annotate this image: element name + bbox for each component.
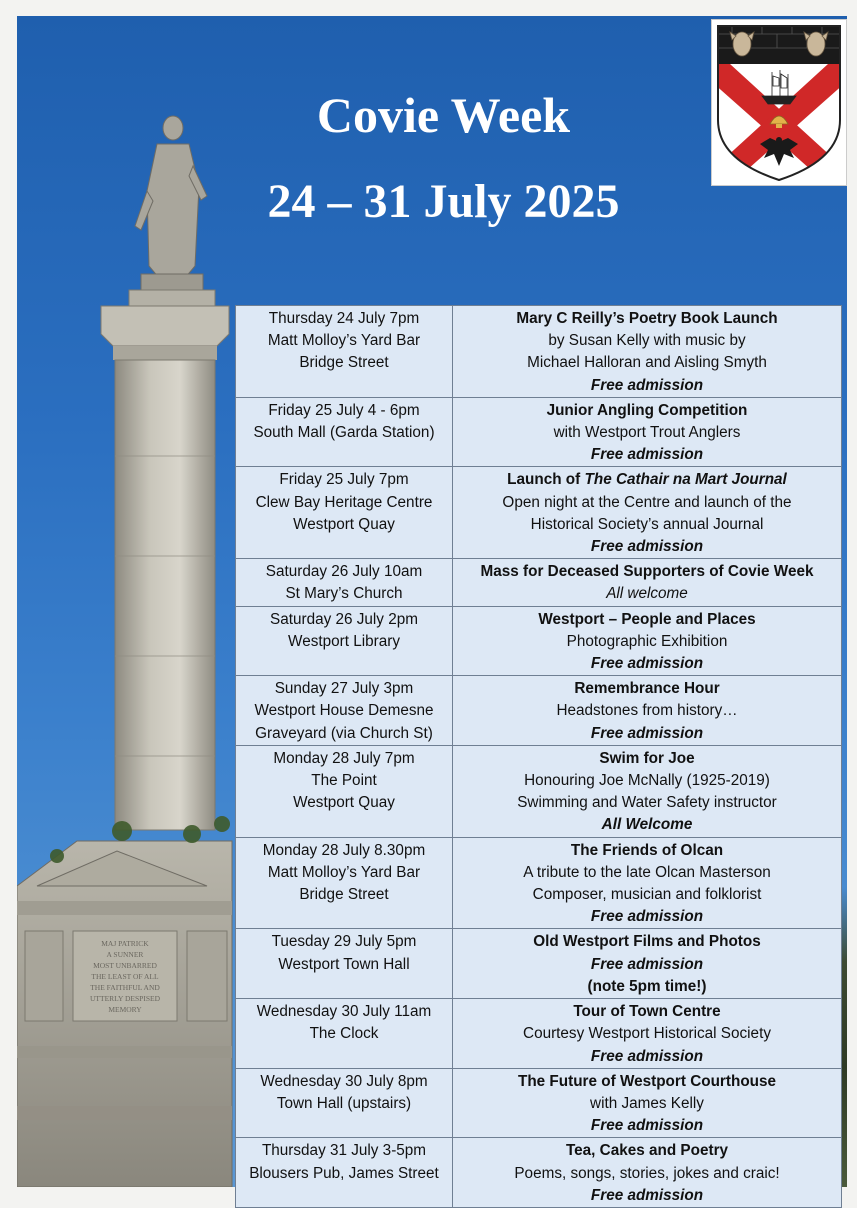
event-venue: Matt Molloy’s Yard Bar: [267, 863, 421, 881]
event-venue: Westport House Demesne: [254, 702, 434, 720]
event-what: [453, 837, 842, 929]
event-admission: Free admission: [590, 908, 704, 926]
event-title: Mass for Deceased Supporters of Covie Week: [480, 563, 814, 581]
event-what: [453, 606, 842, 676]
event-row: [236, 306, 842, 398]
event-when: [236, 745, 453, 837]
event-detail: Open night at the Centre and launch of the: [502, 493, 792, 511]
event-row: [236, 929, 842, 999]
event-detail: Michael Halloran and Aisling Smyth: [527, 354, 767, 372]
westport-crest-icon: [712, 20, 846, 185]
event-date: Monday 28 July 8.30pm: [262, 841, 426, 859]
event-when: [236, 1138, 453, 1208]
event-admission: Free admission: [590, 446, 704, 464]
event-venue: Bridge Street: [299, 886, 389, 904]
event-venue: South Mall (Garda Station): [253, 424, 435, 442]
event-venue: Bridge Street: [299, 354, 389, 372]
event-date: Saturday 26 July 10am: [265, 563, 423, 581]
event-title: Junior Angling Competition: [546, 401, 748, 419]
event-detail: Courtesy Westport Historical Society: [523, 1025, 771, 1043]
plaque-line: MAJ PATRICK: [101, 939, 149, 948]
event-when: [236, 837, 453, 929]
event-what: [453, 306, 842, 398]
event-admission: Free admission: [590, 655, 704, 673]
event-admission: All Welcome: [601, 816, 693, 834]
event-title: Old Westport Films and Photos: [533, 933, 761, 951]
event-date: Wednesday 30 July 8pm: [260, 1072, 428, 1090]
event-title: Tea, Cakes and Poetry: [565, 1142, 729, 1160]
event-admission: Free admission: [590, 724, 704, 742]
event-admission: Free admission: [590, 1117, 704, 1135]
event-detail: Historical Society’s annual Journal: [530, 515, 764, 533]
plaque-line: UTTERLY DESPISED: [89, 994, 161, 1003]
plaque-line: MOST UNBARRED: [93, 961, 157, 970]
event-row: [236, 676, 842, 746]
event-admission: Free admission: [590, 1186, 704, 1204]
event-what: [453, 676, 842, 746]
event-title: The Friends of Olcan: [570, 841, 724, 859]
event-row: [236, 397, 842, 467]
event-when: [236, 1068, 453, 1138]
event-admission: All welcome: [606, 585, 688, 603]
event-date: Thursday 31 July 3-5pm: [261, 1142, 427, 1160]
event-venue: Graveyard (via Church St): [255, 724, 433, 742]
event-title: Remembrance Hour: [574, 680, 720, 698]
event-note: (note 5pm time!): [587, 977, 707, 995]
event-row: [236, 559, 842, 606]
column-capital: [101, 290, 229, 360]
event-admission: Free admission: [590, 955, 704, 973]
event-venue: Westport Town Hall: [278, 955, 410, 973]
event-when: [236, 606, 453, 676]
poster-title: Covie Week: [316, 87, 571, 143]
event-row: [236, 606, 842, 676]
event-when: [236, 559, 453, 606]
event-what: [453, 1138, 842, 1208]
event-when: [236, 929, 453, 999]
event-title: [457, 469, 837, 491]
event-venue: St Mary’s Church: [285, 585, 403, 603]
event-venue: Blousers Pub, James Street: [249, 1164, 439, 1182]
event-detail: Headstones from history…: [556, 702, 738, 720]
event-when: [236, 306, 453, 398]
event-date: Monday 28 July 7pm: [273, 749, 415, 767]
event-what: [453, 559, 842, 606]
event-detail: Honouring Joe McNally (1925-2019): [524, 772, 770, 790]
event-venue: Westport Library: [288, 632, 400, 650]
event-title: The Future of Westport Courthouse: [517, 1072, 777, 1090]
event-title: Westport – People and Places: [538, 610, 756, 628]
event-when: [236, 397, 453, 467]
event-detail: Composer, musician and folklorist: [532, 886, 762, 904]
column-shaft: [115, 360, 215, 830]
event-detail: with James Kelly: [590, 1094, 704, 1112]
plaque-line: THE FAITHFUL AND: [90, 983, 160, 992]
event-what: [453, 397, 842, 467]
event-detail: by Susan Kelly with music by: [548, 332, 746, 350]
event-date: Tuesday 29 July 5pm: [271, 933, 417, 951]
event-row: [236, 467, 842, 559]
event-when: [236, 467, 453, 559]
event-what: [453, 929, 842, 999]
event-admission: Free admission: [590, 538, 704, 556]
event-detail: A tribute to the late Olcan Masterson: [523, 863, 771, 881]
event-title: Mary C Reilly’s Poetry Book Launch: [516, 310, 778, 327]
event-detail: Poems, songs, stories, jokes and craic!: [514, 1164, 780, 1182]
poster-dates: 24 – 31 July 2025: [267, 175, 620, 228]
event-row: [236, 999, 842, 1069]
event-venue: The Point: [311, 772, 377, 790]
event-what: [453, 1068, 842, 1138]
event-detail: Swimming and Water Safety instructor: [517, 794, 777, 812]
plaque-line: A SUNNER: [106, 950, 144, 959]
plaque-line: THE LEAST OF ALL: [91, 972, 159, 981]
event-venue: Westport Quay: [293, 515, 395, 533]
event-what: [453, 745, 842, 837]
event-date: Sunday 27 July 3pm: [274, 680, 414, 698]
event-date: Wednesday 30 July 11am: [256, 1003, 432, 1021]
event-detail: Photographic Exhibition: [566, 632, 728, 650]
event-venue: Clew Bay Heritage Centre: [255, 493, 433, 511]
event-venue: Town Hall (upstairs): [276, 1094, 412, 1112]
event-title: Swim for Joe: [599, 749, 695, 767]
event-row: [236, 745, 842, 837]
event-admission: Free admission: [590, 376, 704, 394]
event-title: Tour of Town Centre: [573, 1003, 721, 1021]
event-row: [236, 837, 842, 929]
event-date: Thursday 24 July 7pm: [268, 310, 420, 327]
event-what: [453, 999, 842, 1069]
event-date: Friday 25 July 4 - 6pm: [268, 401, 420, 419]
event-detail: with Westport Trout Anglers: [553, 424, 741, 442]
event-what: [453, 467, 842, 559]
event-date: Saturday 26 July 2pm: [270, 610, 418, 628]
event-venue: Matt Molloy’s Yard Bar: [267, 332, 421, 350]
event-admission: Free admission: [590, 1047, 704, 1065]
plaque-line: MEMORY: [108, 1005, 142, 1014]
event-row: [236, 1138, 842, 1208]
event-title-prefix: Launch of: [507, 471, 585, 489]
event-date: Friday 25 July 7pm: [279, 471, 409, 489]
events-table: [235, 305, 842, 1208]
event-when: [236, 676, 453, 746]
journal-name: The Cathair na Mart Journal: [584, 471, 787, 489]
event-venue: Westport Quay: [293, 794, 395, 812]
event-row: [236, 1068, 842, 1138]
event-when: [236, 999, 453, 1069]
event-venue: The Clock: [309, 1025, 379, 1043]
monument-base: [17, 841, 232, 1187]
crest-frame: [711, 19, 847, 186]
